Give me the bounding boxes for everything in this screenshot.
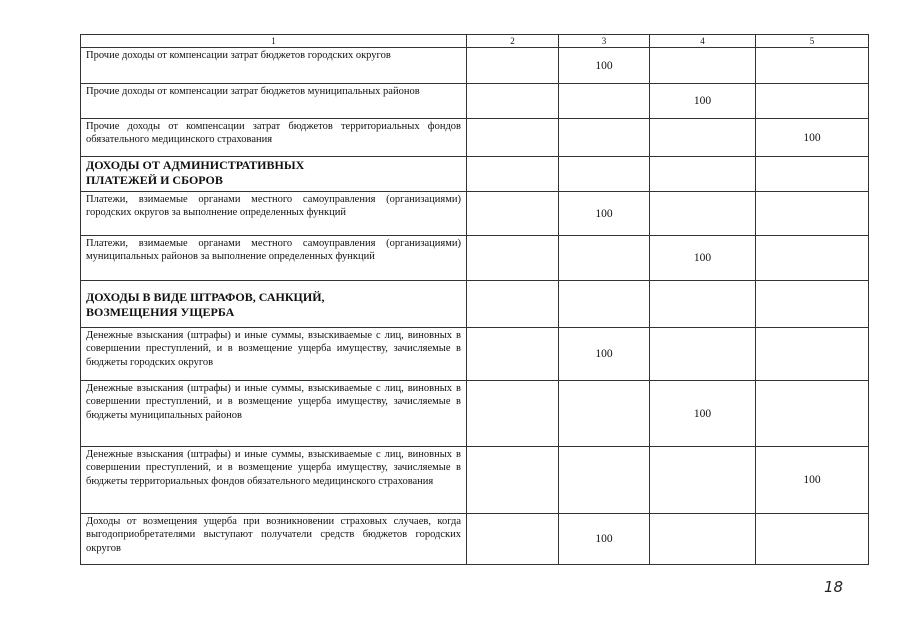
column-3-value: 100	[559, 514, 650, 565]
table-row	[81, 381, 869, 447]
section-header-row	[81, 157, 869, 192]
column-4-value	[650, 48, 756, 84]
column-4-value	[650, 192, 756, 236]
column-2-header: 2	[467, 35, 559, 48]
column-2-value	[467, 447, 559, 514]
column-2-value	[467, 157, 559, 192]
column-4-value: 100	[650, 84, 756, 119]
column-5-value: 100	[756, 447, 869, 514]
column-3-value	[559, 447, 650, 514]
column-2-value	[467, 236, 559, 281]
column-4-value	[650, 157, 756, 192]
table-row	[81, 514, 869, 565]
column-3-value	[559, 157, 650, 192]
column-2-value	[467, 514, 559, 565]
revenue-distribution-table	[80, 34, 869, 565]
revenue-description: Доходы от возмещения ущерба при возникновении страховых случаев, когда выгодоприобретателями выступают получатели средств бюджетов городских округов	[81, 514, 467, 565]
table-row	[81, 328, 869, 381]
column-5-value	[756, 157, 869, 192]
column-3-value	[559, 236, 650, 281]
column-3-value	[559, 281, 650, 328]
column-2-value	[467, 328, 559, 381]
column-4-value: 100	[650, 381, 756, 447]
column-4-value: 100	[650, 236, 756, 281]
table-row	[81, 84, 869, 119]
column-4-header: 4	[650, 35, 756, 48]
column-3-value	[559, 84, 650, 119]
column-5-value	[756, 236, 869, 281]
revenue-description: Денежные взыскания (штрафы) и иные суммы, взыскиваемые с лиц, виновных в совершении преступлений, и в возмещение ущерба имуществу, зачисляемые в бюджеты городских округов	[81, 328, 467, 381]
column-5-value	[756, 48, 869, 84]
table-row	[81, 48, 869, 84]
column-4-value	[650, 514, 756, 565]
column-3-value: 100	[559, 192, 650, 236]
column-1-header: 1	[81, 35, 467, 48]
column-4-value	[650, 119, 756, 157]
table-row	[81, 119, 869, 157]
column-2-value	[467, 192, 559, 236]
revenue-description: Платежи, взимаемые органами местного самоуправления (организациями) городских округов за выполнение определенных функций	[81, 192, 467, 236]
column-5-value	[756, 381, 869, 447]
column-4-value	[650, 447, 756, 514]
column-5-value	[756, 328, 869, 381]
column-2-value	[467, 281, 559, 328]
column-3-value: 100	[559, 328, 650, 381]
section-header-row	[81, 281, 869, 328]
column-3-value: 100	[559, 48, 650, 84]
column-4-value	[650, 281, 756, 328]
column-2-value	[467, 119, 559, 157]
table-row	[81, 192, 869, 236]
revenue-description: Прочие доходы от компенсации затрат бюджетов городских округов	[81, 48, 467, 84]
column-4-value	[650, 328, 756, 381]
column-5-value	[756, 514, 869, 565]
column-5-value	[756, 281, 869, 328]
column-5-value	[756, 192, 869, 236]
section-title-fines-sanctions: ДОХОДЫ В ВИДЕ ШТРАФОВ, САНКЦИЙ, ВОЗМЕЩЕНИЯ УЩЕРБА	[81, 281, 467, 328]
column-3-value	[559, 119, 650, 157]
column-5-header: 5	[756, 35, 869, 48]
revenue-description: Денежные взыскания (штрафы) и иные суммы, взыскиваемые с лиц, виновных в совершении преступлений, и в возмещение ущерба имуществу, зачисляемые в бюджеты территориальных фондов обязательного медицинского страхования	[81, 447, 467, 514]
column-5-value	[756, 84, 869, 119]
section-title-administrative-payments: ДОХОДЫ ОТ АДМИНИСТРАТИВНЫХ ПЛАТЕЖЕЙ И СБОРОВ	[81, 157, 467, 192]
column-number-header-row	[81, 35, 869, 48]
revenue-description: Прочие доходы от компенсации затрат бюджетов муниципальных районов	[81, 84, 467, 119]
revenue-description: Прочие доходы от компенсации затрат бюджетов территориальных фондов обязательного медицинского страхования	[81, 119, 467, 157]
column-3-header: 3	[559, 35, 650, 48]
column-2-value	[467, 84, 559, 119]
table-row	[81, 236, 869, 281]
column-5-value: 100	[756, 119, 869, 157]
column-2-value	[467, 48, 559, 84]
page-number: 18	[824, 578, 844, 596]
table-row	[81, 447, 869, 514]
column-2-value	[467, 381, 559, 447]
revenue-description: Платежи, взимаемые органами местного самоуправления (организациями) муниципальных районов за выполнение определенных функций	[81, 236, 467, 281]
column-3-value	[559, 381, 650, 447]
revenue-description: Денежные взыскания (штрафы) и иные суммы, взыскиваемые с лиц, виновных в совершении преступлений, и в возмещение ущерба имуществу, зачисляемые в бюджеты муниципальных районов	[81, 381, 467, 447]
